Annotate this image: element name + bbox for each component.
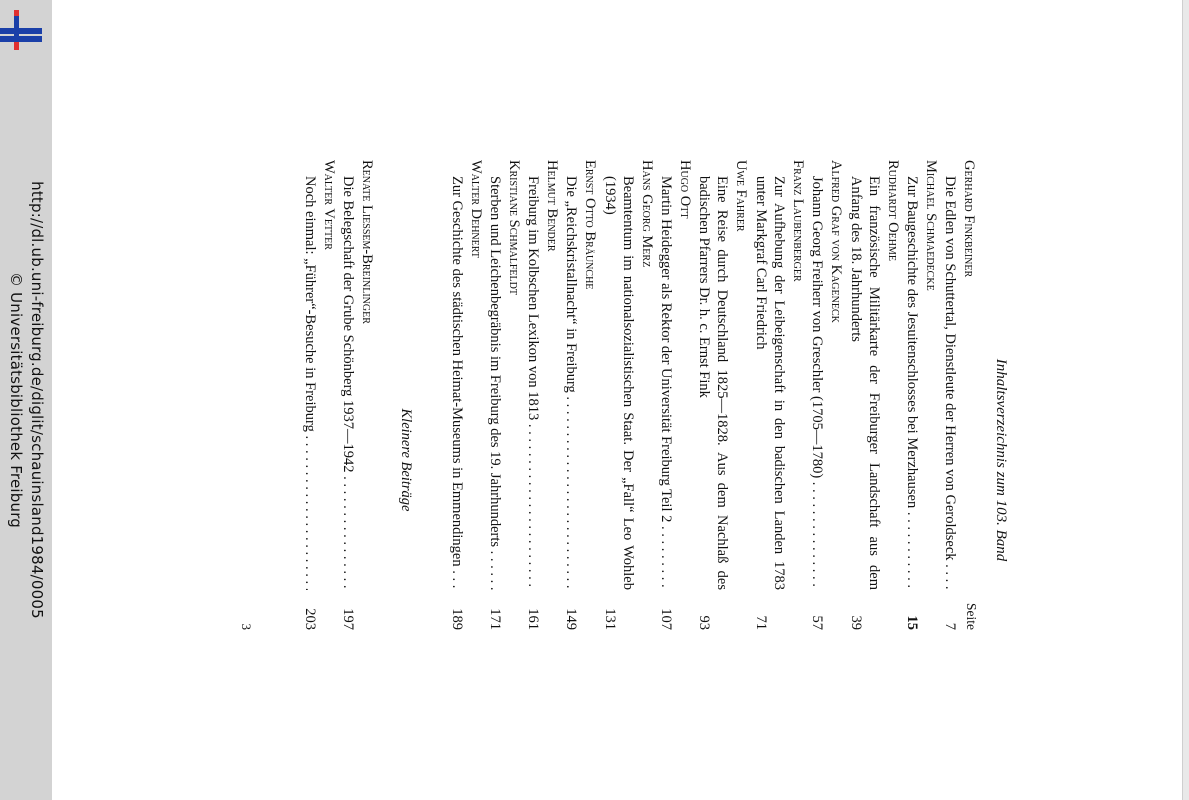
entry-title: Die Belegschaft der Grube Schönberg 1937—1942 . . . <box>339 176 358 590</box>
entry-author: Hugo Ott <box>677 160 693 219</box>
copyright-notice: © Universitätsbibliothek Freiburg <box>7 271 25 529</box>
entry-page: 197 <box>340 608 357 630</box>
toc-entry <box>339 160 376 630</box>
toc-entry <box>657 160 694 630</box>
entry-title: Noch einmal: „Führer“-Besuche in Freiburg . . . <box>301 176 320 590</box>
seite-label: Seite <box>964 603 979 630</box>
entry-line <box>941 160 960 630</box>
entry-title: Sterben und Leichenbegräbnis im Freiburg des 19. Jahrhunderts . . . <box>486 176 505 590</box>
entry-author: Michael Schmaedecke <box>923 160 939 291</box>
entry-line <box>695 160 732 630</box>
viewer-scrollbar[interactable] <box>1182 0 1189 800</box>
entry-author: Walter Vetter <box>321 160 337 250</box>
entry-title: Eine Reise durch Deutschland 1825—1828. Aus dem Nachlaß des badischen Pfarrers Dr. h. c. Ernst Fink <box>696 176 731 590</box>
source-url[interactable]: http://dl.ub.uni-freiburg.de/diglit/schauinsland1984/0005 <box>28 181 46 619</box>
entry-title: Johann Georg Freiherr von Greschler (1705—1780) . . . <box>808 176 827 590</box>
entry-author: Renate Liessem-Breinlinger <box>359 160 375 324</box>
entry-title: Freiburg im Kolbschen Lexikon von 1813 . . . <box>524 176 543 590</box>
entry-line <box>524 160 543 630</box>
toc-entry <box>808 160 845 630</box>
entry-page: 7 <box>942 622 959 630</box>
sidebar-caption <box>5 0 47 800</box>
entry-title: Zur Geschichte des städtischen Heimat-Museums in Emmendingen . . . <box>448 176 467 590</box>
entry-title: Die „Reichskristallnacht“ in Freiburg . . . <box>562 176 581 590</box>
toc-entry <box>448 160 485 630</box>
entry-page: 107 <box>658 608 675 630</box>
toc-entry <box>524 160 561 630</box>
entry-author: Ernst Otto Bräunche <box>582 160 598 290</box>
sidebar <box>0 0 52 800</box>
entry-line <box>486 160 505 630</box>
entry-line <box>448 160 467 630</box>
entry-line <box>601 160 638 630</box>
entry-title: Martin Heidegger als Rektor der Universität Freiburg Teil 2 . . . <box>657 176 676 590</box>
entry-line <box>847 160 884 630</box>
toc-entry <box>941 160 978 630</box>
entry-title: Die Edlen von Schuttertal, Dienstleute der Herren von Geroldseck . . . <box>941 176 960 590</box>
toc-entry <box>601 160 657 630</box>
toc-heading: Inhaltsverzeichnis zum 103. Band <box>993 358 1009 562</box>
toc-entry <box>486 160 523 630</box>
toc-entry <box>752 160 808 630</box>
section-subheading: Kleinere Beiträge <box>398 408 414 512</box>
entry-page: 71 <box>753 615 769 630</box>
page-folio: 3 <box>239 623 254 630</box>
entry-author: Walter Dehnert <box>468 160 484 258</box>
entry-author: Rudhardt Oehme <box>885 160 901 261</box>
entry-line <box>808 160 827 630</box>
entry-page: 161 <box>525 608 542 630</box>
toc-entry <box>903 160 940 630</box>
entry-page: 15 <box>904 615 921 630</box>
entry-line <box>903 160 922 630</box>
entry-author: Helmut Bender <box>544 160 560 252</box>
entry-author: Hans Georg Merz <box>639 160 655 268</box>
entry-title: Ein französische Militärkarte der Freiburger Landschaft aus dem Anfang des 18. Jahrhunderts <box>848 176 883 590</box>
entry-author: Franz Laubenberger <box>790 160 806 282</box>
toc-entry <box>695 160 751 630</box>
entry-author: Gerhard Finkbeiner <box>961 160 977 278</box>
entry-page: 203 <box>302 608 319 630</box>
entry-page: 57 <box>809 615 826 630</box>
toc-entry <box>301 160 338 630</box>
entry-line <box>339 160 358 630</box>
entry-author: Kristiane Schmalfeldt <box>506 160 522 295</box>
entry-author: Alfred Graf von Kageneck <box>828 160 844 323</box>
toc-entry <box>847 160 903 630</box>
entry-title: Zur Baugeschichte des Jesuitenschlosses bei Merzhausen . . . <box>903 176 922 590</box>
entry-author: Uwe Fahrer <box>733 160 749 232</box>
toc-entry <box>562 160 599 630</box>
entry-title: Zur Aufhebung der Leibeigenschaft in den badischen Landen 1783 unter Markgraf Carl Friedrich <box>753 176 788 590</box>
scanned-page <box>240 150 1010 650</box>
entry-page: 39 <box>848 615 864 630</box>
entry-line <box>562 160 581 630</box>
entry-page: 93 <box>696 615 712 630</box>
entry-page: 131 <box>602 608 618 630</box>
entry-page: 149 <box>563 608 580 630</box>
entry-line <box>657 160 676 630</box>
entry-line <box>752 160 789 630</box>
entry-page: 171 <box>487 608 504 630</box>
entry-title: Beamtentum im nationalsozialistischen Staat. Der „Fall“ Leo Wohleb (1934) <box>602 176 637 590</box>
entry-page: 189 <box>449 608 466 630</box>
entry-line <box>301 160 320 630</box>
